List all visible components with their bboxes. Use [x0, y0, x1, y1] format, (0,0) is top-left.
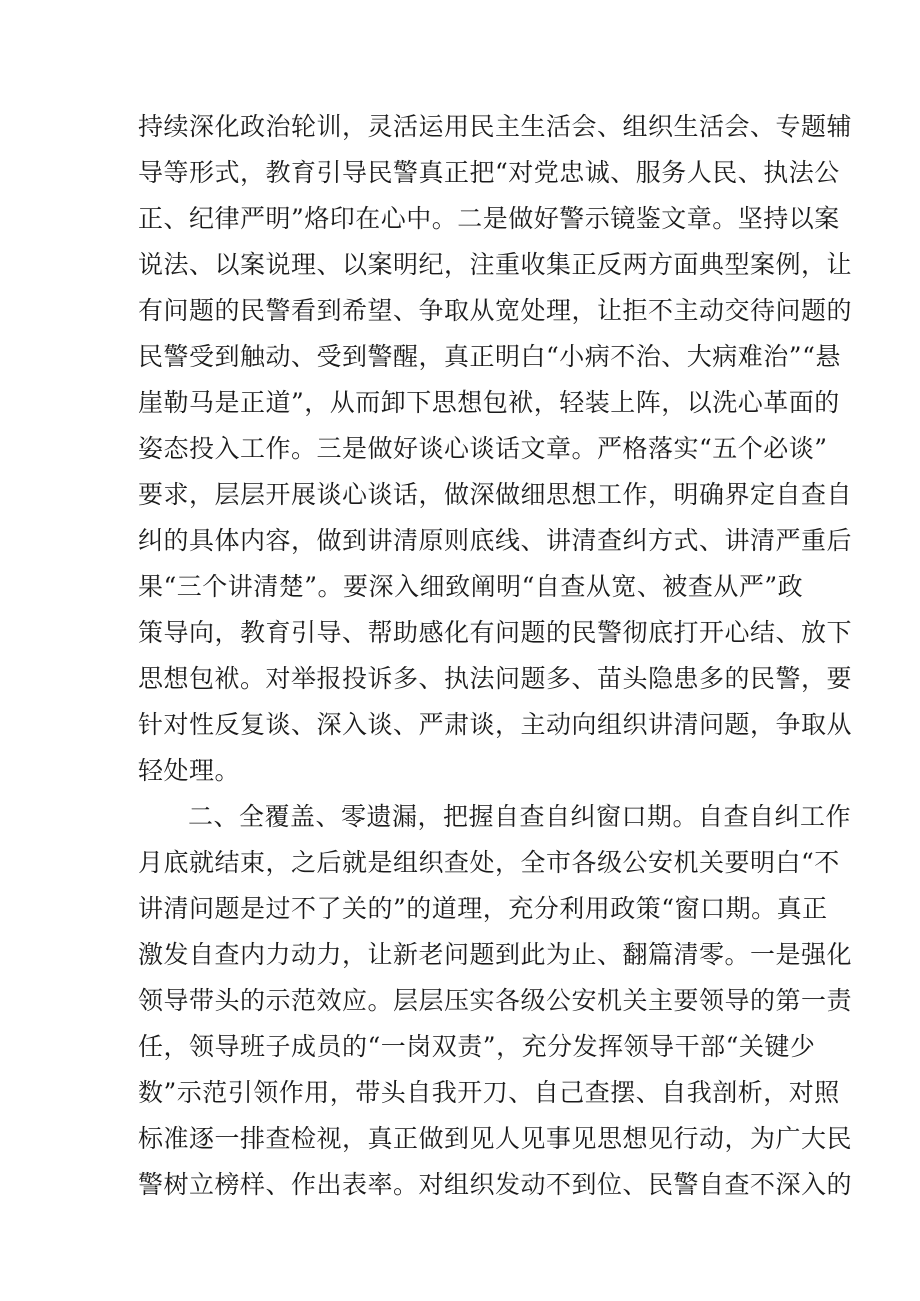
text-line: 要求，层层开展谈心谈话，做深做细思想工作，明确界定自查自 — [138, 480, 853, 509]
text-line: 月底就结束，之后就是组织查处，全市各级公安机关要明白“不 — [138, 848, 840, 877]
text-line: 领导带头的示范效应。层层压实各级公安机关主要领导的第一责 — [138, 986, 853, 1015]
text-line: 有问题的民警看到希望、争取从宽处理，让拒不主动交待问题的 — [138, 296, 853, 325]
text-line: 激发自查内力动力，让新老问题到此为止、翻篇清零。一是强化 — [138, 940, 853, 969]
text-line: 警树立榜样、作出表率。对组织发动不到位、民警自查不深入的 — [138, 1170, 853, 1199]
text-line: 轻处理。 — [138, 756, 241, 785]
text-line: 纠的具体内容，做到讲清原则底线、讲清查纠方式、讲清严重后 — [138, 526, 853, 555]
text-line: 任，领导班子成员的“一岗双责”，充分发挥领导干部“关键少 — [138, 1032, 816, 1061]
text-line: 讲清问题是过不了关的”的道理，充分利用政策“窗口期。真正 — [138, 894, 828, 923]
text-line: 民警受到触动、受到警醒，真正明白“小病不治、大病难治”“悬 — [138, 342, 841, 371]
text-line: 策导向，教育引导、帮助感化有问题的民警彻底打开心结、放下 — [138, 618, 853, 647]
text-line: 标准逐一排查检视，真正做到见人见事见思想见行动，为广大民 — [138, 1124, 853, 1153]
text-line: 说法、以案说理、以案明纪，注重收集正反两方面典型案例，让 — [138, 250, 853, 279]
text-line: 姿态投入工作。三是做好谈心谈话文章。严格落实“五个必谈” — [138, 434, 828, 463]
text-line: 数”示范引领作用，带头自我开刀、自己查摆、自我剖析，对照 — [138, 1078, 840, 1107]
text-line: 果“三个讲清楚”。要深入细致阐明“自查从宽、被查从严”政 — [138, 572, 804, 601]
text-line: 正、纪律严明”烙印在心中。二是做好警示镜鉴文章。坚持以案 — [138, 204, 840, 233]
text-line: 思想包袱。对举报投诉多、执法问题多、苗头隐患多的民警，要 — [138, 664, 853, 693]
text-line: 持续深化政治轮训，灵活运用民主生活会、组织生活会、专题辅 — [138, 112, 853, 141]
text-line: 导等形式，教育引导民警真正把“对党忠诚、服务人民、执法公 — [138, 158, 840, 187]
section-heading-line: 二、全覆盖、零遗漏，把握自查自纠窗口期。自查自纠工作 — [188, 802, 852, 831]
text-line: 针对性反复谈、深入谈、严肃谈，主动向组织讲清问题，争取从 — [138, 710, 853, 739]
text-line: 崖勒马是正道”，从而卸下思想包袱，轻装上阵，以洗心革面的 — [138, 388, 840, 417]
